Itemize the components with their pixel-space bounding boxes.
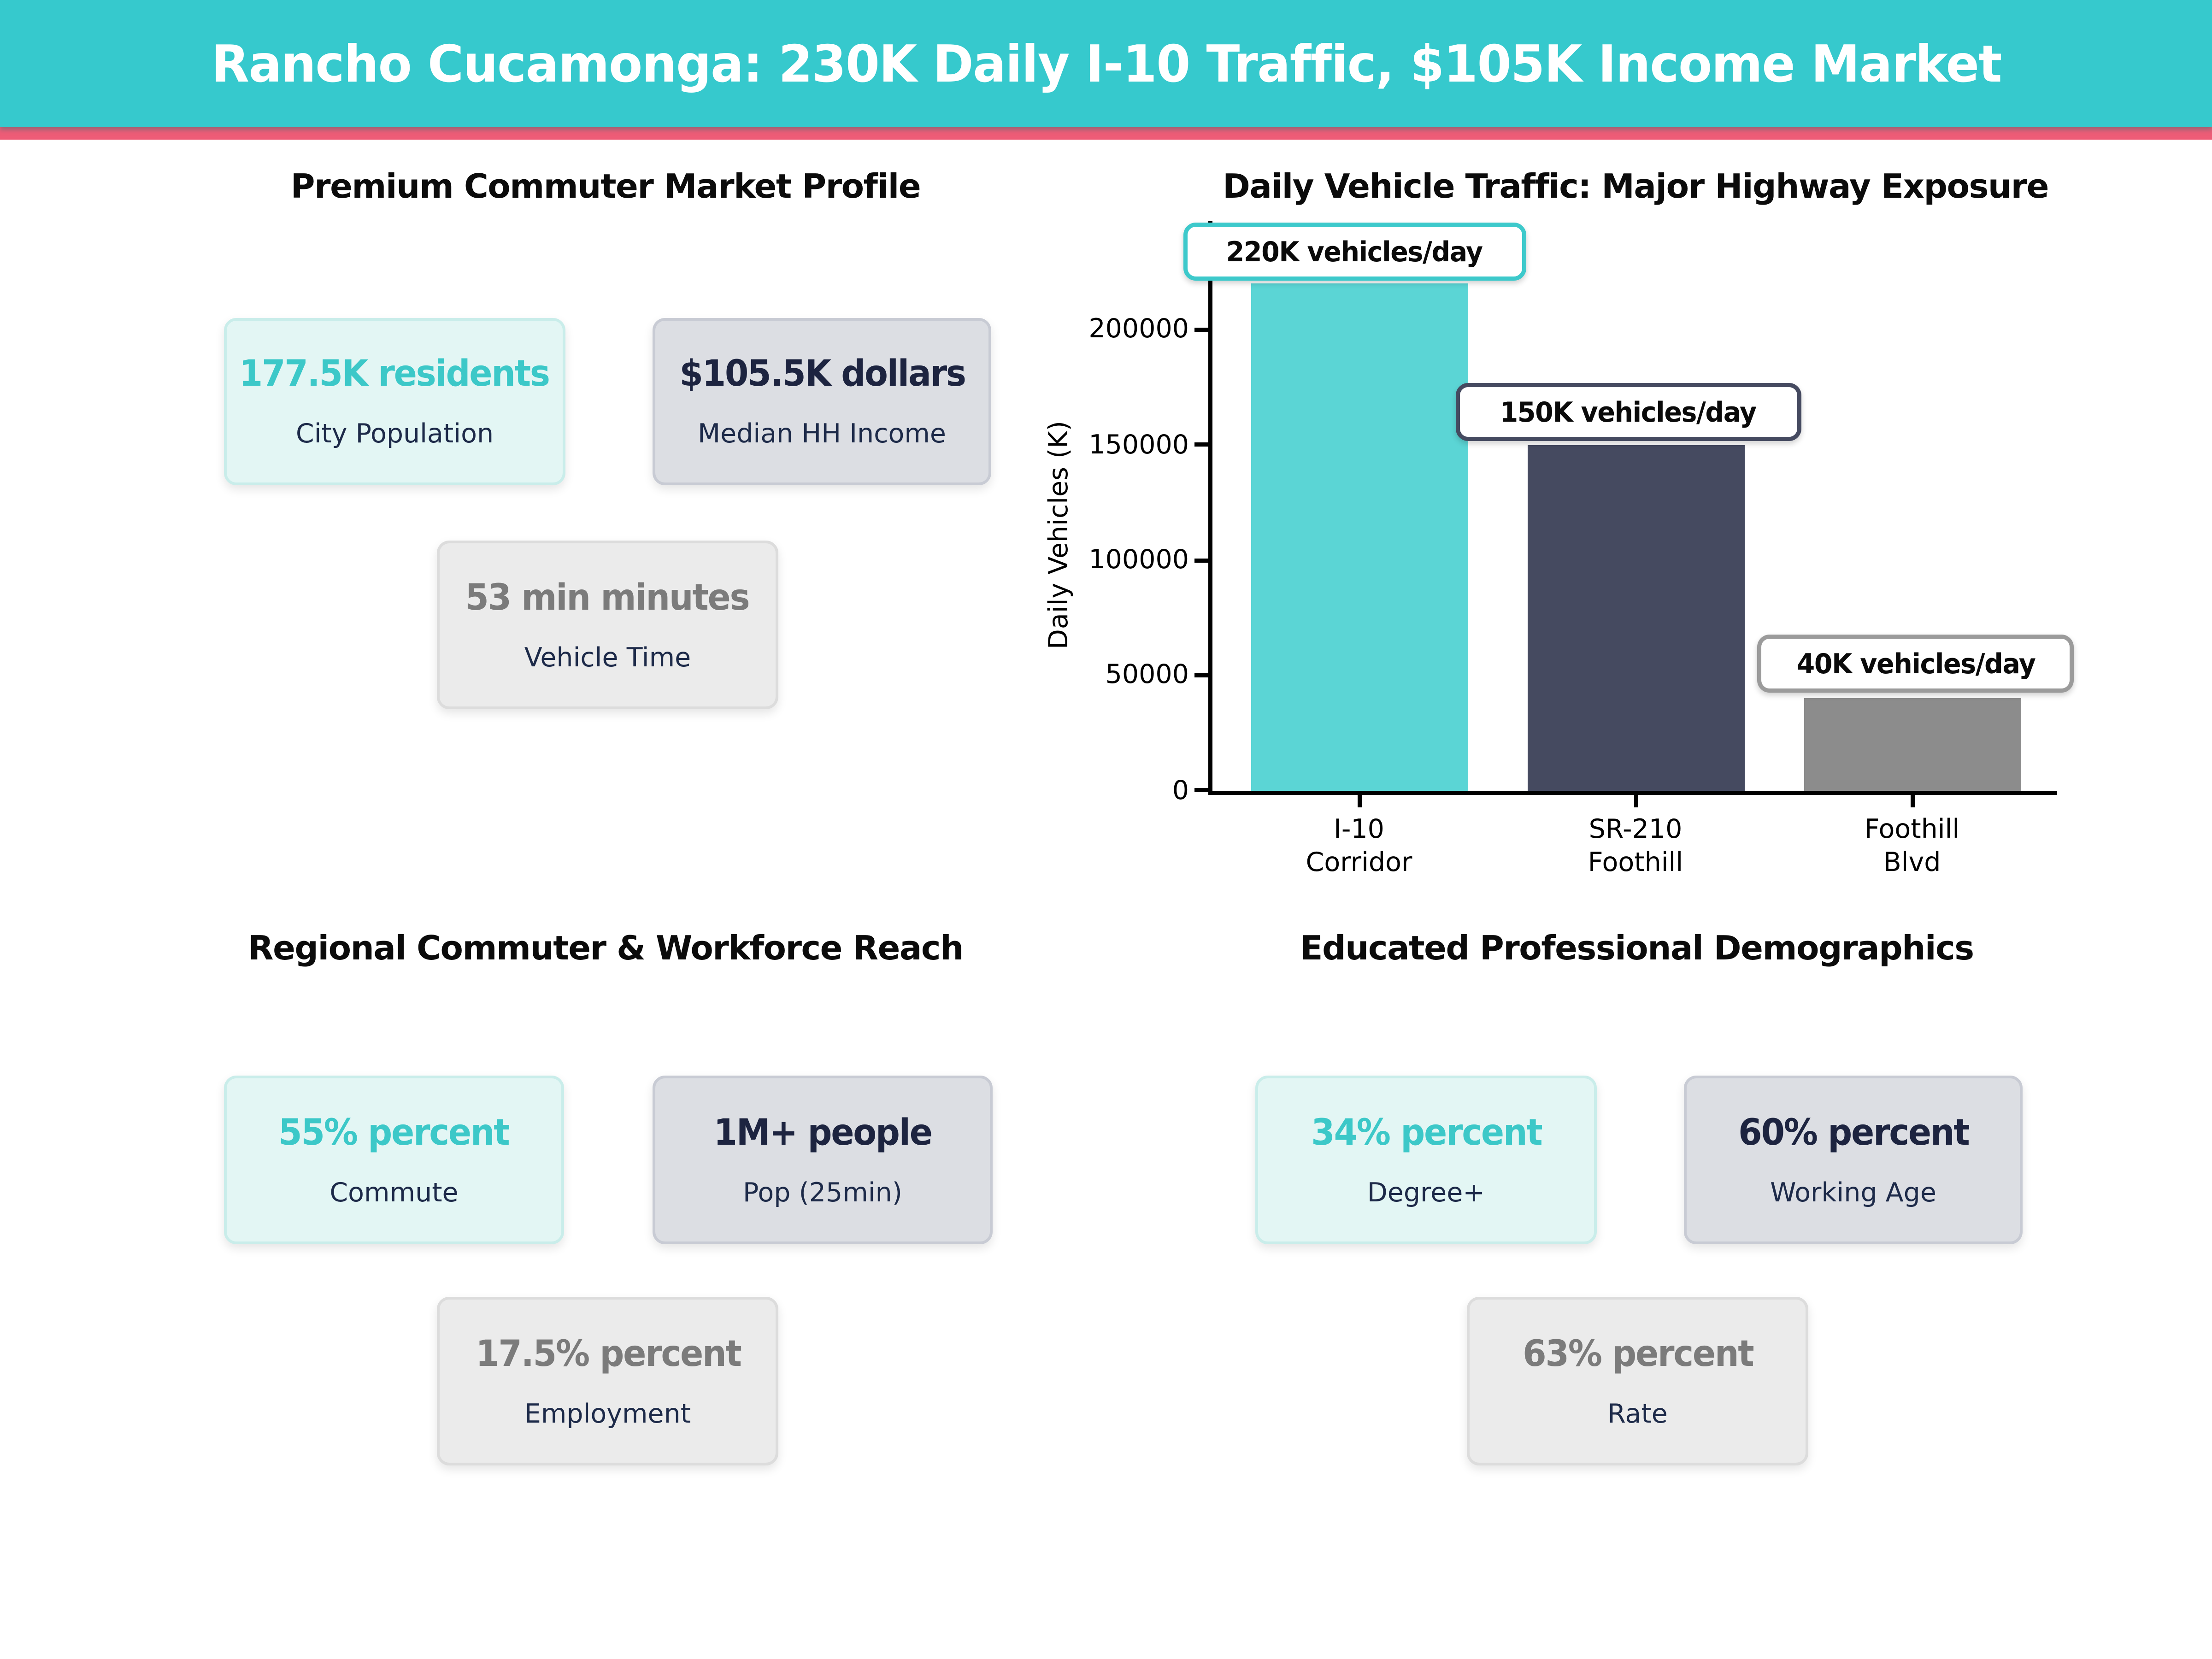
y-tick-mark bbox=[1194, 788, 1208, 792]
stat-value: 17.5% percent bbox=[475, 1333, 741, 1375]
y-tick-150000: 150000 bbox=[1088, 430, 1189, 460]
annotation-150k: 150K vehicles/day bbox=[1456, 383, 1801, 441]
stat-label: Commute bbox=[329, 1177, 459, 1208]
chart-y-axis-label: Daily Vehicles (K) bbox=[1044, 421, 1074, 649]
x-tick-label-foothill: Foothill Blvd bbox=[1864, 814, 1960, 878]
section-title-demographics: Educated Professional Demographics bbox=[1300, 929, 1974, 968]
x-tick-mark bbox=[1634, 795, 1638, 807]
y-tick-50000: 50000 bbox=[1105, 659, 1189, 690]
stat-value: 53 min minutes bbox=[465, 577, 750, 619]
y-axis-spine bbox=[1208, 221, 1212, 795]
chart-title: Daily Vehicle Traffic: Major Highway Exposure bbox=[1223, 167, 2048, 206]
bar-sr210-foothill bbox=[1528, 445, 1745, 791]
stat-card-vehicle-time bbox=[437, 541, 778, 709]
stat-label: Vehicle Time bbox=[524, 642, 691, 673]
bar-foothill-blvd bbox=[1804, 699, 2021, 791]
stat-value: 55% percent bbox=[278, 1112, 510, 1154]
y-tick-200000: 200000 bbox=[1088, 314, 1189, 344]
stat-label: Pop (25min) bbox=[742, 1177, 903, 1208]
x-tick-mark bbox=[1358, 795, 1362, 807]
header-divider bbox=[0, 127, 2212, 140]
stat-label: Degree+ bbox=[1367, 1177, 1485, 1208]
x-tick-mark bbox=[1911, 795, 1915, 807]
y-tick-mark bbox=[1194, 559, 1208, 563]
annotation-220k: 220K vehicles/day bbox=[1183, 223, 1526, 281]
y-tick-mark bbox=[1194, 673, 1208, 677]
y-tick-0: 0 bbox=[1172, 776, 1189, 806]
stat-value: 63% percent bbox=[1522, 1333, 1753, 1375]
stat-label: City Population bbox=[295, 419, 494, 449]
stat-value: $105.5K dollars bbox=[679, 354, 965, 395]
stat-card-degree bbox=[1255, 1076, 1597, 1244]
section-title-regional-reach: Regional Commuter & Workforce Reach bbox=[248, 929, 963, 968]
stat-card-commute bbox=[224, 1076, 564, 1244]
stat-card-city-population bbox=[224, 318, 565, 485]
page-title: Rancho Cucamonga: 230K Daily I-10 Traffic, $105K Income Market bbox=[211, 34, 2001, 94]
stat-label: Employment bbox=[524, 1398, 691, 1429]
stat-card-rate bbox=[1467, 1297, 1808, 1465]
x-axis-spine bbox=[1208, 791, 2057, 795]
stat-value: 34% percent bbox=[1311, 1112, 1541, 1154]
bar-i10-corridor bbox=[1251, 284, 1468, 791]
y-tick-mark bbox=[1194, 328, 1208, 332]
x-tick-label-sr210: SR-210 Foothill bbox=[1588, 814, 1683, 878]
stat-card-pop-25min bbox=[653, 1076, 993, 1244]
x-tick-label-i10: I-10 Corridor bbox=[1306, 814, 1412, 878]
section-title-market-profile: Premium Commuter Market Profile bbox=[290, 167, 921, 206]
stat-label: Median HH Income bbox=[697, 419, 947, 449]
annotation-40k: 40K vehicles/day bbox=[1757, 635, 2074, 693]
stat-label: Working Age bbox=[1770, 1177, 1936, 1208]
y-tick-mark bbox=[1194, 442, 1208, 447]
stat-card-working-age bbox=[1684, 1076, 2023, 1244]
stat-label: Rate bbox=[1607, 1398, 1668, 1429]
y-tick-100000: 100000 bbox=[1088, 545, 1189, 575]
header-banner bbox=[0, 0, 2212, 127]
stat-value: 1M+ people bbox=[713, 1112, 932, 1154]
stat-card-median-income bbox=[653, 318, 991, 485]
stat-value: 177.5K residents bbox=[239, 354, 550, 395]
stat-card-employment bbox=[437, 1297, 778, 1465]
chart-plot-area bbox=[1212, 221, 2056, 791]
stat-value: 60% percent bbox=[1738, 1112, 1969, 1154]
